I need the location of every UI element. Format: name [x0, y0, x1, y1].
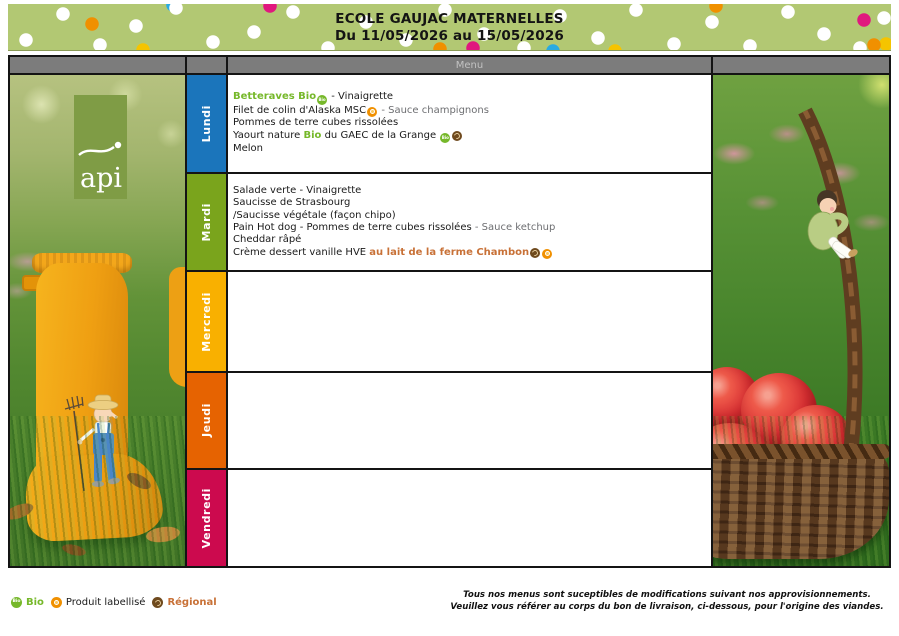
header-banner — [8, 4, 891, 51]
menu-text: Pain Hot dog - Pommes de terre cubes rissolées — [233, 222, 472, 233]
legend-item-regional — [151, 597, 216, 608]
second-boot — [169, 267, 185, 387]
legend-label: Régional — [167, 597, 217, 608]
menu-text: Salade verte - Vinaigrette — [233, 184, 362, 196]
menu-line — [233, 185, 703, 197]
menu-line — [233, 91, 703, 105]
menu-text: Pommes de terre cubes rissolées — [233, 117, 399, 129]
day-cell-vendredi — [187, 470, 226, 566]
menu-text: /Saucisse végétale (façon chipo) — [233, 209, 396, 221]
right-photo-apple-basket — [713, 75, 889, 566]
day-cell-mercredi — [187, 272, 226, 371]
legend-label: Bio — [26, 597, 44, 608]
left-photo-rain-boot — [10, 75, 185, 566]
regional-icon — [152, 597, 163, 608]
menu-line — [233, 143, 703, 155]
school-title: ECOLE GAUJAC MATERNELLES — [335, 11, 564, 27]
basket-child-drawing — [801, 183, 863, 291]
disclaimer-line-1: Tous nos menus sont suceptibles de modifications suivant nos approvisionnements. — [463, 590, 871, 600]
menu-text: - Sauce ketchup — [471, 222, 556, 233]
grass-texture — [10, 416, 185, 566]
menu-text: Melon — [233, 143, 264, 155]
disclaimer-line-2: Veuillez vous référer au corps du bon de livraison, ci-dessous, pour l'origine des viandes. — [450, 602, 884, 612]
day-label-text: Lundi — [200, 104, 213, 143]
menu-cell-mercredi — [228, 272, 711, 371]
label-icon — [542, 249, 552, 259]
week-date-range: Du 11/05/2026 au 15/05/2026 — [334, 27, 565, 44]
header-cell-menu — [228, 57, 711, 73]
bio-icon: Bio — [317, 95, 327, 105]
day-cell-mardi — [187, 174, 226, 270]
menu-line — [233, 197, 703, 209]
banner-title-block — [8, 11, 891, 44]
menu-cell-vendredi — [228, 470, 711, 566]
menu-text: du GAEC de la Grange — [321, 129, 440, 141]
day-label-text: Vendredi — [200, 487, 213, 549]
menu-text: Saucisse de Strasbourg — [233, 197, 351, 209]
menu-text: au lait de la ferme Chambon — [369, 246, 530, 258]
label-icon — [367, 107, 377, 117]
header-cell-right — [713, 57, 889, 73]
menu-text: Cheddar râpé — [233, 234, 302, 246]
menu-line — [233, 117, 703, 129]
menu-line — [233, 210, 703, 222]
legend-item-bio — [10, 597, 44, 608]
menu-text: Crème dessert vanille HVE — [233, 246, 370, 258]
menu-text: Bio — [303, 129, 322, 141]
menu-text: Yaourt nature — [233, 129, 304, 141]
legend — [10, 597, 217, 608]
regional-icon — [452, 131, 462, 141]
legend-label: Produit labellisé — [65, 597, 146, 608]
menu-table — [8, 55, 891, 568]
header-cell-left — [10, 57, 185, 73]
menu-line — [233, 105, 703, 117]
menu-line — [233, 222, 703, 234]
menu-cell-lundi — [228, 75, 711, 172]
menu-line — [233, 234, 703, 246]
menu-text: - Sauce champignons — [378, 104, 489, 116]
menu-cell-jeudi — [228, 373, 711, 468]
bio-icon: Bio — [440, 133, 450, 143]
regional-icon — [530, 248, 540, 258]
day-label-text: Jeudi — [200, 403, 213, 438]
menu-cell-mardi — [228, 174, 711, 270]
menu-text: Betteraves Bio — [233, 91, 317, 103]
label-icon — [51, 597, 62, 608]
basket-rim — [713, 444, 889, 459]
api-logo — [74, 95, 127, 199]
bio-icon: Bio — [11, 597, 22, 608]
menu-line — [233, 247, 703, 259]
day-cell-lundi — [187, 75, 226, 172]
footer-disclaimer — [437, 589, 897, 613]
svg-text:api: api — [80, 163, 123, 194]
day-label-text: Mercredi — [200, 291, 213, 352]
menu-text: Filet de colin d'Alaska MSC — [233, 104, 367, 116]
day-cell-jeudi — [187, 373, 226, 468]
api-logo-art — [74, 95, 127, 199]
menu-text: - Vinaigrette — [328, 91, 394, 103]
header-cell-day — [187, 57, 226, 73]
legend-item-label — [50, 597, 146, 608]
menu-header-label: Menu — [455, 59, 484, 71]
day-label-text: Mardi — [200, 202, 213, 242]
basket-body — [713, 453, 889, 559]
menu-line — [233, 130, 703, 144]
